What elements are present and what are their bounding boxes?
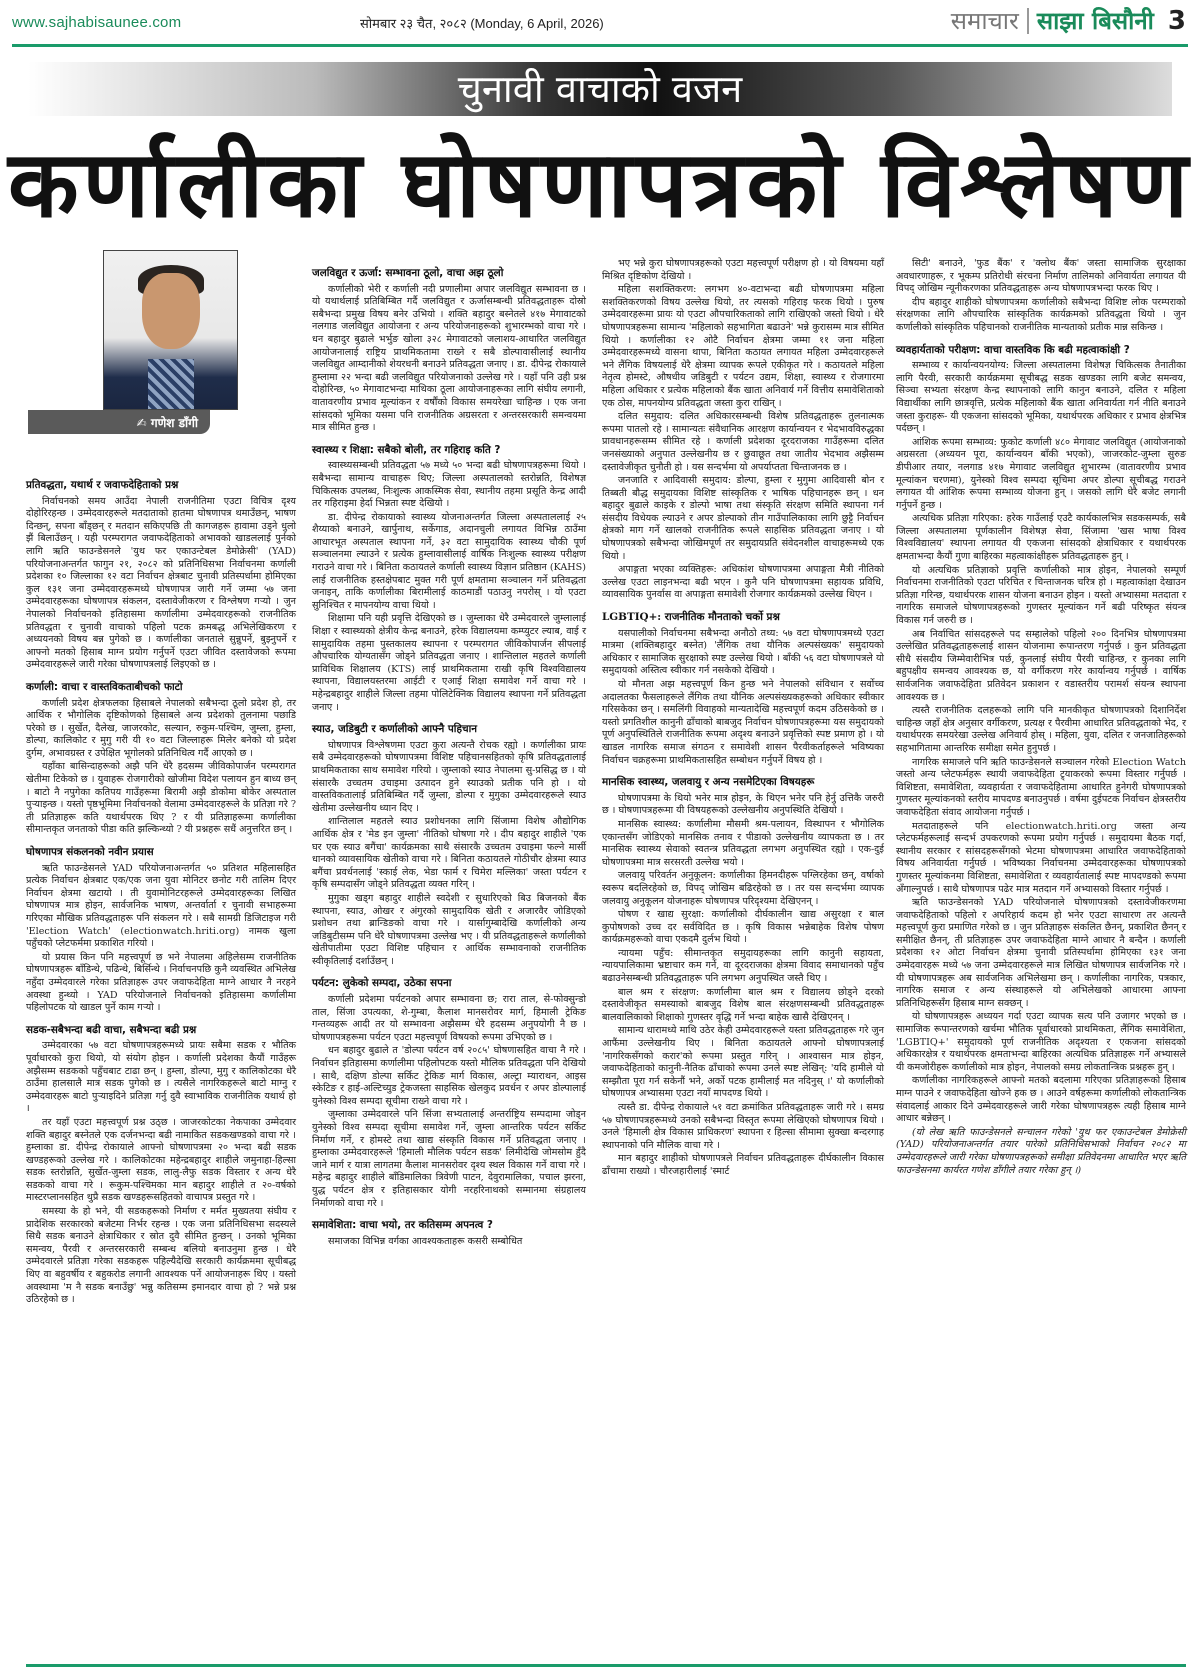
section-heading: कर्णाली: वाचा र वास्तविकताबीचको फाटो [26,680,183,693]
paragraph: कर्णालीको भेरी र कर्णाली नदी प्रणालीमा अपार जलविद्युत सम्भावना छ । यो यथार्थलाई प्रतिबिम्बित गर्दै जलविद्युत र ऊर्जासम्बन्धी प्रतिवद्धताहरू दोस्रो सबैभन्दा प्रमुख विषय बनेर उभियो । शक्ति बहादुर बस्नेतले ४१७ मेगावाटको नलगाड जलविद्युत आयोजना र अन्य परियोजनाहरूको शुभारम्भको वाचा गरे । धन बहादुर बुढाले भर्भुङ खोला ३२८ मेगावाटको जलाशय-आधारित जलविद्युत आयोजनालाई राष्ट्रिय प्राथमिकतामा राख्ने र सबै डोल्पावासीलाई स्थानीय जलविद्युत आम्दानीको शेयरधनी बनाउने प्रतिवद्धता जनाए । डा. दीपेन्द्र रोकायाले हुम्लामा २२ भन्दा बढी जलविद्युत परियोजनाको उल्लेख गरे । यहाँ पनि उही प्रश्न दोहोरिन्छ, ५० मेगावाटभन्दा माथिका ठूला आयोजनाहरूका लागि संघीय लगानी, वातावरणीय प्रभाव मूल्यांकन र वर्षौंको विकास समयरेखा चाहिन्छ । एक जना सांसदको भूमिका यसमा पनि राजनीतिक अग्रसरता र अन्तरसरकारी समन्वयमा मात्र सीमित हुन्छ । [312,283,586,434]
paragraph: मान बहादुर शाहीको घोषणापत्रले निर्वाचन प्रतिवद्धताहरू दीर्घकालीन विकास ढाँचामा राख्यो । चौरजहारीलाई 'स्मार्ट [602,1153,884,1177]
author-name: गणेश डाँगी [150,416,198,430]
pen-icon: ✍ [136,416,151,430]
paragraph: कर्णाली प्रदेशमा पर्यटनको अपार सम्भावना छ; रारा ताल, से-फोक्सुन्डो ताल, सिंजा उपत्यका, शे-गुम्बा, कैलाश मानसरोवर मार्ग, हिमाली ट्रेकिङ गन्तव्यहरू आदी तर यो सम्भावना अझैसम्म धेरै हदसम्म अनुपयोगी नै छ । घोषणापत्रहरूमा पर्यटन एउटा महत्त्वपूर्ण विषयको रूपमा उभिएको छ । [312,994,586,1043]
paragraph: अत्यधिक प्रतिज्ञा गरिएका: हरेक गाउँलाई एउटै कार्यकालभित्र सडकसम्पर्क, सबै जिल्ला अस्पतालमा पूर्णकालीन विशेषज्ञ सेवा, सिंजामा 'खस भाषा विश्व विश्वविद्यालय' स्थापना लगायत यी एकजना सांसदको क्षेत्राधिकार र यथार्थपरक क्षमताभन्दा कैयौं गुणा बाहिरका महत्वाकांक्षीहरू प्रतिवद्धताहरू हुन् । [896,513,1186,563]
paragraph: आंशिक रूपमा सम्भाव्य: फुकोट कर्णाली ४८० मेगावाट जलविद्युत (आयोजनाको अग्रसरता (अध्ययन पूरा, कार्यान्वयन बाँकी भएको), जाजरकोट-जुम्ला सुरुङ डीपीआर तयार, नलगाड ४१७ मेगावाट जलविद्युत शुभारम्भ (वातावरणीय प्रभाव मूल्यांकन चरणमा), युनेस्को विश्व सम्पदा सूचिमा अपर डोल्पा सूचीबद्ध गराउने लगायत यी आंशिक रूपमा सम्भाव्य योजना हुन् । जसको लागि धेरै बजेट लगानी गर्नुपर्ने हुन्छ । [896,436,1186,511]
photo-face [142,273,200,349]
paper-name: साझा बिसौनी [1036,7,1154,35]
paragraph: यहाँका बासिन्दाहरूको अझै पनि धेरै हदसम्म जीविकोपार्जन परम्परागत खेतीमा टिकेको छ । युवाहरू रोजगारीको खोजीमा विदेश पलायन हुन बाध्य छन् । बाटो नै नपुगेका कतिपय गाउँहरूमा बिरामी अझै डोकोमा बोकेर अस्पताल पुर्‍याइन्छ । यस्तो पृष्ठभूमिमा निर्वाचनको वेलामा उम्मेदवारहरूले के प्रतिज्ञा गरे ? ती प्रतिज्ञाहरू कति यथार्थपरक थिए ? र यी प्रतिज्ञाहरूमा कर्णालीका सीमान्तकृत जनताको पीडा कति झल्किन्थ्यो ? यी प्रश्नहरू सधैं अनुत्तरित छन् । [26,761,296,836]
kicker-banner [28,62,1172,116]
paragraph: जुम्लाका उम्मेदवारले पनि सिंजा सभ्यतालाई अन्तर्राष्ट्रिय सम्पदामा जोड्न युनेस्को विश्व सम्पदा सूचीमा समावेश गर्ने, जुम्ला आन्तरिक पर्यटन सर्किट निर्माण गर्ने, र होमस्टे तथा खाद्य संस्कृति विकास गर्ने प्रतिवद्धता जनाए । हुम्लाका उम्मेदवारहरूले 'हिमाली मौलिक पर्यटन सडक' लिमीदेखि जोमसोम हुँदै जाने मार्ग र यात्रा लागतमा कैलाश मानसरोवर दृश्य स्थल विकास गर्ने वाचा गरे । महेन्द्र बहादुर शाहीले बाँडिमालिका त्रिवेणी पाटन, देवुरामालिका, पचाल झरना, युद्ध पर्यटन क्षेत्र र इतिहासकार योगी नरहरिनाथको सम्मानमा संग्रहालय निर्माणको वाचा गरे । [312,1109,586,1209]
paragraph: निर्वाचनको समय आउँदा नेपाली राजनीतिमा एउटा विचित्र दृश्य दोहोरिरहन्छ । उम्मेदवारहरूले मतदाताको हातमा घोषणापत्र थमाउँछन्, भाषण दिन्छन्, सपना बाँड्छन् र मतदान सकिएपछि ती कागजहरू हावामा उड्ने धुलो झैं बिलाउँछन् । यही परम्परागत जवाफदेहिताको अभावको खाडललाई पुर्नको लागि ऋति फाउन्डेसनले 'युथ फर एकाउन्टेबल डेमोक्रेसी' (YAD) परियोजनाअन्तर्गत फागुन २१, २०८२ को प्रतिनिधिसभा निर्वाचनमा कर्णाली प्रदेशका १० जिल्लाका १२ वटा निर्वाचन क्षेत्रबाट चुनावी प्रतिस्पर्धामा होमिएका कुल १३१ जना उम्मेदवारहरूमध्ये घोषणापत्र जारी गर्ने जम्मा ५७ जना उम्मेदवारहरूका घोषणापत्र संकलन, दस्तावेजीकरण र विश्लेषण गर्‍यो । जुन नेपालको निर्वाचनको इतिहासमा कर्णालीमा उम्मेदवारहरूको राजनीतिक प्रतिवद्धता र चुनावी वाचाको पहिलो पटक क्रमबद्ध अभिलेखिकरण र अध्ययनको विषय बन्न पुगेको छ । कर्णालीका जनताले सुन्नुपर्ने, बुझ्नुपर्ने र आफ्नो मतको हिसाब माग्न प्रयोग गर्नुपर्ने एउटा जीवित दस्तावेजको रूपमा उम्मेदवारहरूले जारी गरेका घोषणापत्रलाई लिइएको छ । [26,495,296,671]
section-heading: समावेशिता: वाचा भयो, तर कतिसम्म अपनत्व ? [312,1219,493,1232]
paragraph: न्यायमा पहुँच: सीमान्तकृत समुदायहरूका लागि कानुनी सहायता, न्यायपालिकामा भ्रष्टाचार कम गर्ने, वा दूरदराजका क्षेत्रमा विवाद समाधानको पहुँच बढाउनेसम्बन्धी प्रतिवद्धताहरू पनि लगभग अनुपस्थित जस्तै थिए । [602,947,884,985]
photo-shirt [148,359,194,410]
paragraph: सम्भाव्य र कार्यान्वयनयोग्य: जिल्ला अस्पतालमा विशेषज्ञ चिकित्सक तैनातीका लागि पैरवी, सरकारी कार्यक्रममा सूचीबद्ध सडक खण्डका लागि बजेट समन्वय, सिञ्चा सभ्यता संरक्षण केन्द्र स्थापनाको लागि कानुन बनाउने, दलित र महिला विद्यार्थीका लागि छात्रवृत्ति, प्रत्येक महिलाको बैंक खाता अनिवार्यता गर्न नीति बनाउने जस्ता कुराहरू- यी एकजना सांसदको भूमिका, यथार्थपरक अधिकार र प्रभाव क्षेत्रभित्र पर्दछन् । [896,360,1186,435]
section-heading: सडक-सबैभन्दा बढी वाचा, सबैभन्दा बढी प्रश्न [26,1023,197,1036]
paragraph: शान्तिलाल महतले स्याउ प्रशोधनका लागि सिंजामा विशेष औद्योगिक आर्थिक क्षेत्र र 'मेड इन जुम्ला' नीतिको घोषणा गरे । दीप बहादुर शाहीले 'एक घर एक स्याउ बगैंचा' कार्यक्रमका साथै संसारकै उच्चतम उचाइमा फल्ने मार्सी धानको व्यावसायिक खेतीको वाचा गरे । बिनिता कठायतले गोठीचौर क्षेत्रमा स्याउ बगैंचा प्रवर्धनलाई 'स्काई लेक, भेडा फार्म र चिमेरा मल्लिका' जस्ता पर्यटन र कृषि सम्पदासँग जोड्ने प्रतिवद्धता व्यक्त गरिन् । [312,816,586,891]
section-heading: व्यवहार्यताको परीक्षण: वाचा वास्तविक कि बढी महत्वाकांक्षी ? [896,343,1130,356]
paragraph: समाजका विभिन्न वर्गका आवश्यकताहरू कसरी सम्बोधित [328,1235,523,1247]
section-heading: प्रतिवद्धता, यथार्थ र जवाफदेहिताको प्रश्न [26,479,179,491]
paragraph: त्यस्तै डा. दीपेन्द्र रोकायाले ५१ वटा क्रमांकित प्रतिवद्धताहरू जारी गरे । समग्र ५७ घोषणापत्रहरूमध्ये उनको सबैभन्दा विस्तृत रूपमा लेखिएको घोषणापत्र थियो । उनले 'हिमाली क्षेत्र विकास प्राधिकरण' स्थापना र हिल्सा सीमामा सुक्खा बन्दरगाह स्थापनाको पनि मौलिक वाचा गरे । [602,1102,884,1151]
paragraph: यो अत्यधिक प्रतिज्ञाको प्रवृत्ति कर्णालीको मात्र होइन, नेपालको सम्पूर्ण निर्वाचनमा राजनीतिको एउटा परिचित र चिन्ताजनक चरित्र हो । महत्वाकांक्षा देखाउन प्रतिज्ञा गरिन्छ, यथार्थपरक शासन योजना बनाउन होइन । यस्तो अभ्यासमा मतदाता र नागरिक समाजले घोषणापत्रहरूको गुणस्तर मूल्यांकन गर्ने बढी परिष्कृत संयन्त्र विकास गर्न जरुरी छ । [896,564,1186,627]
author-photo [103,250,238,410]
brand [951,4,1186,37]
column-3 [602,258,884,1180]
paragraph: यो प्रयास किन पनि महत्त्वपूर्ण छ भने नेपालमा अहिलेसम्म राजनीतिक घोषणापत्रहरू बाँडिन्थे, पढिन्थे, बिर्सिन्थे । निर्वाचनपछि कुनै व्यवस्थित अभिलेख नहुँदा उम्मेदवारले गरेका प्रतिज्ञाहरू उपर जवाफदेहिता माग्ने आधार नै नरहने अवस्था हुन्थ्यो । YAD परियोजनाले निर्वाचनको इतिहासमा कर्णालीमा पहिलोपटक यो खाडल पुर्ने काम गर्‍यो । [26,951,296,1014]
section-name: समाचार [950,7,1019,35]
paragraph: मानसिक स्वास्थ्य: कर्णालीमा मौसमी श्रम-पलायन, विस्थापन र भौगोलिक एकान्तसँग जोडिएको मानसिक तनाव र पीडाको उल्लेखनीय व्यापकता छ । तर मानसिक स्वास्थ्य सेवाको स्वतन्त्र प्रतिवद्धता लगभग अनुपस्थित रह्यो । एक-दुई घोषणापत्रमा मात्र सरसरती उल्लेख भयो । [602,818,884,868]
section-heading: LGBTIQ+: राजनीतिक मौनताको चर्को प्रश्न [602,611,780,624]
column-1 [26,470,296,1308]
paragraph: यसपालीको निर्वाचनमा सबैभन्दा अनौठो तथ्य: ५७ वटा घोषणापत्रमध्ये एउटा मात्रमा (शक्तिबहादुर बस्नेत) 'लैंगिक तथा यौनिक अल्पसंख्यक' समुदायको अधिकार र सामाजिक सुरक्षाको स्पष्ट उल्लेख थियो । बाँकी ५६ वटा घोषणापत्रले यो समुदायको अस्तित्व स्वीकार गर्न नसकेको देखियो । [602,627,884,677]
paragraph: मुगुका खड्ग बहादुर शाहीले स्वदेशी र सुधारिएको बिउ बिजनको बैंक स्थापना, स्याउ, ओखर र अंगुरको सामुदायिक खेती र अजारवैर जोडिएको प्रशोधन तथा ब्रान्डिङको वाचा गरे । यार्सागुम्बादेखि कर्णालीको अन्य जडिबुटीसम्म पनि धेरै घोषणापत्रमा उल्लेख भए । यी प्रतिवद्धताहरूले कर्णालीको खेतीपातीमा एउटा विशिष्ट पहिचान र आर्थिक सम्भावनाको राजनीतिक स्वीकृतिलाई दर्शाउँछन् । [312,892,586,967]
paragraph: समस्या के हो भने, यी सडकहरूको निर्माण र मर्मत मुख्यतया संघीय र प्रादेशिक सरकारको बजेटमा निर्भर रहन्छ । एक जना प्रतिनिधिसभा सदस्यले सिधै सडक बनाउने क्षेत्राधिकार र स्रोत दुवै सीमित हुन्छन् । उनको भूमिका समन्वय, पैरवी र अन्तरसरकारी सम्बन्ध बलियो बनाउनुमा हुन्छ । धेरै उम्मेदवारले प्रतिज्ञा गरेका सडकहरू पहिल्यैदेखि सरकारी कार्यक्रममा सूचीबद्ध थिए वा बहुवर्षीय र बहुकरोड लगानी आवश्यक पर्ने आयोजनाहरू थिए । यस्तो अवस्थामा 'म नै सडक बनाउँछु' भन्नु कतिसम्म इमानदार वाचा हो ? भन्ने प्रश्न उठिरहेको छ । [26,1206,296,1306]
brand-divider [1027,8,1029,34]
byline [28,410,210,434]
paragraph: कर्णालीका नागरिकहरूले आफ्नो मतको बदलामा गरिएका प्रतिज्ञाहरूको हिसाब माग्न पाउने र जवाफदेहिता खोज्ने हक छ । आउने वर्षहरूमा कर्णालीको लोकतान्त्रिक संवादलाई आकार दिने उम्मेदवारहरूले जारी गरेका घोषणापत्रहरू त्यही हिसाब माग्ने आधार बन्नेछन् । [896,1075,1186,1125]
paragraph: कर्णाली प्रदेश क्षेत्रफलका हिसाबले नेपालको सबैभन्दा ठूलो प्रदेश हो, तर आर्थिक र भौगोलिक दृष्टिकोणको हिसाबले अन्य प्रदेशको तुलनामा पछाडि परेको छ । सुर्खेत, दैलेख, जाजरकोट, सल्यान, रुकुम-पश्चिम, जुम्ला, हुम्ला, डोल्पा, कालिकोट र मुगु गरी यी १० वटा जिल्लाहरू मिलेर बनेको यो प्रदेश दुर्गम, अभावग्रस्त र उपेक्षित भूगोलको प्रतिनिधित्व गर्दै आएको छ । [26,697,296,759]
paragraph: सामान्य धारामध्ये माथि उठेर केही उम्मेदवारहरूले यस्ता प्रतिवद्धताहरू गरे जुन आफैंमा उल्लेखनीय थिए । बिनिता कठायतले आफ्नो घोषणापत्रलाई 'नागरिकसँगको करार'को रूपमा प्रस्तुत गरिन् । आश्वासन मात्र होइन, जवाफदेहिताको कानुनी-नैतिक ढाँचाको रूपमा उनले स्पष्ट लेखिन्: 'यदि हामीले यो सम्झौता पूरा गर्न सकेनौं भने, अर्को पटक हामीलाई मत नदिनुस् ।' यो कर्णालीको घोषणापत्र अभ्यासमा एउटा नयाँ मापदण्ड थियो । [602,1025,884,1100]
section-heading: घोषणापत्र संकलनको नवीन प्रयास [26,846,154,859]
kicker-text: चुनावी वाचाको वजन [457,67,743,111]
paragraph: नागरिक समाजले पनि ऋति फाउन्डेसनले सञ्चालन गरेको Election Watch जस्तो अन्य प्लेटफर्महरू स्थायी जवाफदेहिता ट्र्याकरको रूपमा विस्तार गर्नुपर्छ । विशिष्टता, समावेशिता, व्यवहार्यता र जवाफदेहितामा आधारित हुनेगरी घोषणापत्रको गुणस्तर मूल्यांकनको स्तरीय मापदण्ड बनाउनुपर्छ । वर्षमा दुईपटक निर्वाचन क्षेत्रस्तरीय जवाफदेहिता संवाद आयोजना गर्नुपर्छ । [896,756,1186,818]
paragraph: पोषण र खाद्य सुरक्षा: कर्णालीको दीर्घकालीन खाद्य असुरक्षा र बाल कुपोषणको उच्च दर सर्वविदित छ । कृषि विकास भन्नेबाहेक विशेष पोषण कार्यक्रमहरूको वाचा एकदमै दुर्लभ थियो । [602,909,884,946]
paragraph: सिटी' बनाउने, 'फुड बैंक' र 'क्लोथ बैंक' जस्ता सामाजिक सुरक्षाका अवधारणाहरू, र भूकम्प प्रतिरोधी संरचना निर्माण तालिमको अनिवार्यता लगायत यी विपद् जोखिम न्यूनीकरणका प्रतिवद्धताहरू अन्य घोषणापत्रभन्दा फरक थिए । [896,258,1186,295]
paragraph: महिला सशक्तिकरण: लगभग ४०-वटाभन्दा बढी घोषणापत्रमा महिला सशक्तिकरणको विषय उल्लेख थियो, तर त्यसको गहिराइ फरक थियो । पुरुष उम्मेदवारहरूमा प्रायः यो एउटा औपचारिकताको लागि राखिएको जस्तो थियो । धेरै घोषणापत्रहरूमा सामान्य 'महिलाको सहभागिता बढाउने' भन्ने कुरासम्म मात्र सीमित थियो । कर्णालीका १२ ओटै निर्वाचन क्षेत्रमा जम्मा ११ जना महिला उम्मेदवारहरूमध्ये वासना थापा, बिनिता कठायत लगायत महिला उम्मेदवारहरूले भने लैंगिक विषयलाई धेरै क्षेत्रमा व्यापक रूपले एकीकृत गरे । कठायतले महिला नेतृत्व होमस्टे, औषधीय जडिबुटी र पर्यटन उद्यम, शिक्षा, स्वास्थ्य र रोजगारमा महिला अधिकार र प्रत्येक महिलाको बैंक खाता अनिवार्य गर्ने वित्तीय समावेशिताको एक ठोस, मापनयोग्य प्रतिवद्धता जस्ता कुरा राखिन् । [602,284,884,409]
paragraph: उम्मेदवारका ५७ वटा घोषणापत्रहरूमध्ये प्रायः सबैमा सडक र भौतिक पूर्वाधारको कुरा थियो, यो संयोग होइन । कर्णाली प्रदेशका कैयौं गाउँहरू अझैसम्म सडकको पहुँचबाट टाढा छन् । हुम्ला, डोल्पा, मुगु र कालिकोटका धेरै ठाउँमा हालसालै मात्र सडक पुगेको छ । त्यसैले नागरिकहरूले बाटो माग्नु र उम्मेदवारहरू बाटो पुर्‍याइदिने प्रतिज्ञा गर्नु दुवै स्वाभाविक राजनीतिक यथार्थ हो । [26,1040,296,1115]
paragraph: दीप बहादुर शाहीको घोषणापत्रमा कर्णालीको सबैभन्दा विशिष्ट लोक परम्पराको संरक्षणका लागि औपचारिक सांस्कृतिक कार्यक्रमको प्रतिवद्धता थियो । जुन कर्णालीको सांस्कृतिक पहिचानको राजनीतिक मान्यताको प्रतीक मान्न सकिन्छ । [896,296,1186,333]
section-heading: स्याउ, जडिबुटी र कर्णालीको आफ्नै पहिचान [312,723,478,736]
paragraph: शिक्षामा पनि यही प्रवृत्ति देखिएको छ । जुम्लाका धेरै उम्मेदवारले जुम्लालाई शिक्षा र स्वास्थ्यको क्षेत्रीय केन्द्र बनाउने, हरेक विद्यालयमा कम्प्युटर ल्याब, वाई र सामुदायिक तहमा पुस्तकालय स्थापना र परम्परागत जीविकोपार्जन सीपलाई औपचारिक योग्यतासँग जोड्ने प्रतिवद्धता जनाए । शान्तिलाल महतले कर्णाली प्राविधिक शिक्षालय (KTS) लाई प्राथमिकतामा राखी कृषि विश्वविद्यालय स्थापना, विद्यालयस्तरमा आईटी र एआई शिक्षा समावेश गर्ने वाचा गरे । महेन्द्रबहादुर शाहीले जिल्ला तहमा पोलिटेक्निक विद्यालय स्थापना गर्ने प्रतिवद्धता जनाए । [312,613,586,713]
masthead [0,0,1200,46]
page-number: 3 [1167,5,1186,36]
paragraph: स्वास्थ्यसम्बन्धी प्रतिवद्धता ५७ मध्ये ५० भन्दा बढी घोषणापत्रहरूमा थियो । सबैभन्दा सामान्य वाचाहरू थिए; जिल्ला अस्पतालको स्तरोन्नति, विशेषज्ञ चिकित्सक उपलब्ध, निःशुल्क आकस्मिक सेवा, स्थानीय तहमा प्रसूति केन्द्र आदी तर गहिराइमा हेर्दा भिन्नता स्पष्ट देखियो । [312,460,586,510]
paragraph: अब निर्वाचित सांसदहरूले पद सम्हालेको पहिलो २०० दिनभित्र घोषणापत्रमा उल्लेखित प्रतिवद्धताहरूलाई शासन योजनामा रूपान्तरण गर्नुपर्छ । कुन प्रतिवद्धता सीधै संसदीय जिम्मेवारीभित्र पर्छ, कुनलाई संघीय पैरवी चाहिन्छ, र कुनका लागि बहुपक्षीय समन्वय आवश्यक छ, यो वर्गीकरण गरेर कार्यान्वय गर्नुपर्छ । वार्षिक सार्वजनिक जवाफदेहिता प्रतिवेदन प्रकाशन र वडास्तरीय परामर्श संयन्त्र स्थापना आवश्यक छ । [896,628,1186,703]
paragraph: जनजाति र आदिवासी समुदाय: डोल्पा, हुम्ला र मुगुमा आदिवासी बोन र तिब्बती बौद्ध समुदायका विशिष्ट सांस्कृतिक र भाषिक पहिचानहरू छन् । धन बहादुर बुढाले काइके र डोल्पो भाषा तथा संस्कृति संरक्षण समिति स्थापना गर्न संसदीय विधेयक ल्याउने र अपर डोल्पाको तीन गाउँपालिकाका लागि छुट्टै निर्वाचन क्षेत्रको माग गर्ने खालको राजनीतिक रूपले साहसिक प्रतिवद्धता जनाए । यो घोषणापत्रको सबैभन्दा जोखिमपूर्ण तर समुदायप्रति संवेदनशील वाचाहरूमध्ये एक थियो । [602,475,884,562]
bottom-rule [26,1664,1186,1667]
paragraph: धन बहादुर बुढाले त 'डोल्पा पर्यटन वर्ष २०८५' घोषणासहित वाचा नै गरे । निर्वाचन इतिहासमा कर्णालीमा पहिलोपटक यस्तो मौलिक प्रतिवद्धता पनि देखियो । साथै, दक्षिण डोल्पा सर्किट ट्रेकिङ मार्ग विकास, अल्ट्रा म्याराथन, आइस स्केटिङ र हाई-अल्टिच्युड ट्रेकजस्ता साहसिक खेलकुद प्रवर्धन र अपर डोल्पालाई युनेस्को विश्व सम्पदा सूचीमा राख्ने वाचा गरे । [312,1045,586,1107]
paragraph: दलित समुदाय: दलित अधिकारसम्बन्धी विशेष प्रतिवद्धताहरू तुलनात्मक रूपमा पातलो रहे । सामान्यतः संवैधानिक आरक्षण कार्यान्वयन र भेदभावविरुद्धका प्रावधानहरूसम्म सीमित रहे । कर्णाली प्रदेशका दूरदराजका गाउँहरूमा दलित जनसंख्याको अनुपात उल्लेखनीय छ र छुवाछूत तथा जातीय भेदभाव अझैसम्म दस्तावेजीकृत चुनौती हो । यस सन्दर्भमा यो अपर्याप्तता चिन्ताजनक छ । [602,411,884,473]
column-2 [312,258,586,1249]
paragraph: ऋति फाउन्डेसनको YAD परियोजनाले घोषणापत्रको दस्तावेजीकरणमा जवाफदेहिताको पहिलो र अपरिहार्य कदम हो भनेर एउटा साधारण तर अत्यन्तै महत्त्वपूर्ण कुरा प्रमाणित गरेको छ । जुन प्रतिज्ञाहरू संकलित छैनन्, प्रकाशित छैनन् र समीक्षित छैनन्, ती प्रतिज्ञाहरू उपर जवाफदेहिता माग्ने आधार नै बन्दैन । कर्णाली प्रदेशका १२ ओटा निर्वाचन क्षेत्रमा चुनावी प्रतिस्पर्धामा होमिएका १३१ जना उम्मेदवारहरू मध्ये ५७ जना उम्मेदवारहरूले मात्र लिखित घोषणापत्र सार्वजनिक गरे । यी घोषणापत्रहरू अब सार्वजनिक अभिलेखमा छन् । कर्णालीका नागरिक, पत्रकार, नागरिक समाज र अन्य संस्थाहरूले यो अभिलेखको आधारमा आफ्ना प्रतिनिधिहरूसँग हिसाब माग्न सक्छन् । [896,897,1186,1009]
paragraph: यो घोषणापत्रहरू अध्ययन गर्दा एउटा व्यापक सत्य पनि उजागर भएको छ । सामाजिक रूपान्तरणको खर्चमा भौतिक पूर्वाधारको प्राथमिकता, लैंगिक समावेशिता, 'LGBTIQ+' समुदायको पूर्ण राजनीतिक अदृश्यता र एकजना सांसदको अधिकारक्षेत्र र यथार्थपरक क्षमताभन्दा बाहिरका अत्यधिक प्रतिज्ञाहरू गर्ने अभ्यासले यी कमजोरीहरू कर्णालीको मात्र होइन, नेपालको समग्र लोकतान्त्रिक प्रश्नहरू हुन् । [896,1011,1186,1073]
section-heading: जलविद्युत र ऊर्जा: सम्भावना ठूलो, वाचा अझ ठूलो [312,267,504,279]
paragraph: मतदाताहरूले पनि electionwatch.hriti.org जस्ता अन्य प्लेटफर्महरूलाई सन्दर्भ उपकरणको रूपमा प्रयोग गर्नुपर्छ । समुदायमा बैठक गर्दा, स्थानीय सरकार र सांसदहरूसँगको भेटमा घोषणापत्रमा आधारित जवाफदेहिताको विषय अनिवार्यता गर्नुपर्छ । भविष्यका निर्वाचनमा उम्मेदवारहरूका घोषणापत्रको गुणस्तर मूल्यांकनमा विशिष्टता, समावेशिता र व्यवहार्यतालाई स्पष्ट मापदण्डको रूपमा अँगाल्नुपर्छ । साथै घोषणापत्र पढेर मात्र मतदान गर्ने अभ्यासको विस्तार गर्नुपर्छ । [896,820,1186,895]
paragraph: भए भन्ने कुरा घोषणापत्रहरूको एउटा महत्त्वपूर्ण परीक्षण हो । यो विषयमा यहाँ मिश्रित दृष्टिकोण देखियो । [602,258,884,282]
paragraph: ऋति फाउन्डेसनले YAD परियोजनाअन्तर्गत ५० प्रतिशत महिलासहित प्रत्येक निर्वाचन क्षेत्रबाट एक/एक जना युवा मोनिटर छनोट गरी तालिम दिएर निर्वाचन क्षेत्रमा खटायो । ती युवामोनिटरहरूले उम्मेदवारहरूका लिखित घोषणापत्र मात्र होइन, सार्वजनिक भाषण, अन्तर्वार्ता र चुनावी सभाहरूमा गरिएका मौखिक प्रतिवद्धताहरू पनि संकलन गरे । सबै सामग्री डिजिटाइज गरी 'Election Watch' (electionwatch.hriti.org) नामक खुला पहुँचको प्लेटफर्ममा प्रकाशित गरियो । [26,862,296,950]
paragraph: बाल श्रम र संरक्षण: कर्णालीमा बाल श्रम र विद्यालय छोड्ने दरको दस्तावेजीकृत समस्याको बाबजुद विशेष बाल संरक्षणसम्बन्धी प्रतिवद्धताहरू बालवालिकाको शिक्षाको गुणस्तर वृद्धि गर्ने भन्दा बाहेक खासै देखिएनन् । [602,986,884,1023]
section-heading: मानसिक स्वास्थ्य, जलवायु र अन्य नसमेटिएका विषयहरू [602,776,815,789]
top-rule [12,44,1188,47]
issue-date: सोमबार २३ चैत, २०८२ (Monday, 6 April, 2026) [360,16,604,31]
website-link[interactable]: www.sajhabisaunee.com [12,14,182,31]
section-heading: पर्यटन: लुकेको सम्पदा, उठेका सपना [312,977,452,990]
paragraph: तर यहाँ एउटा महत्त्वपूर्ण प्रश्न उठ्छ । जाजरकोटका नेकपाका उम्मेदवार शक्ति बहादुर बस्नेतले एक दर्जनभन्दा बढी नामाकित सडकखण्डको वाचा गरे । हुम्लाका डा. दीपेन्द्र रोकायाले आफ्नो घोषणापत्रमा २० भन्दा बढी सडक खण्डहरूको उल्लेख गरे । कालिकोटका महेन्द्रबहादुर शाहीले जमुनाहा-हिल्सा सडक स्तरोन्नति, सुर्खेत-जुम्ला सडक, लालु-लैफु सडक विस्तार र अन्य धेरै सडकको वाचा गरे । रूकुम-पश्चिमका मान बहादुर शाहीले त २०-वर्षको मास्टरप्लानसहित थुप्रै सडक खण्डहरूसहितको वाचापत्र प्रस्तुत गरे । [26,1116,296,1204]
section-heading: स्वास्थ्य र शिक्षा: सबैको बोली, तर गहिराइ कति ? [312,443,501,456]
column-4 [896,258,1186,1178]
paragraph: जलवायु परिवर्तन अनुकूलन: कर्णालीका हिमनदीहरू पग्लिरहेका छन्, वर्षाको स्वरूप बदलिरहेको छ, विपद् जोखिम बढिरहेको छ । तर यस सन्दर्भमा व्यापक जलवायु अनुकूलन योजनाहरू घोषणापत्र परिदृश्यमा देखिएनन् । [602,870,884,907]
author-note: (यो लेख ऋति फाउन्डेसनले सन्चालन गरेको 'युथ फर एकाउन्टेबल डेमोक्रेसी (YAD) परियोजनाअन्तर्गत तयार पारेको प्रतिनिधिसभाको निर्वाचन २०८२ मा उम्मेदवारहरूले जारी गरेका घोषणापत्रहरूको समीक्षा प्रतिवेदनमा आधारित भएर ऋति फाउन्डेसनमा कार्यरत गणेश डाँगीले तयार गरेका हुन् ।) [896,1126,1186,1176]
paragraph: घोषणापत्रमा के थियो भनेर मात्र होइन, के थिएन भनेर पनि हेर्नु उत्तिकै जरुरी छ । घोषणापत्रहरूमा यी विषयहरूको उल्लेखनीय अनुपस्थिति देखियो । [602,792,884,817]
headline: कर्णालीका घोषणापत्रको विश्लेषण [8,131,1192,238]
paragraph: अपाङ्गता भएका व्यक्तिहरू: अधिकांश घोषणापत्रमा अपाङ्गता मैत्री नीतिको उल्लेख एउटा लाइनभन्दा बढी भएन । कुनै पनि घोषणापत्रमा सहायक प्रविधि, व्यावसायिक पुनर्वास वा अपाङ्गता समावेशी रोजगार कार्यक्रमको उल्लेख थिएन । [602,564,884,601]
paragraph: घोषणापत्र विश्लेषणमा एउटा कुरा अत्यन्तै रोचक रह्यो । कर्णालीका प्रायः सबै उम्मेदवारहरूको घोषणापत्रमा विशिष्ट पहिचानसहितको कृषि प्रतिवद्धतालाई प्राथमिकताका साथ समावेश गरियो । जुम्लाको स्याउ नेपालमा सु-प्रसिद्ध छ । यो संसारकै उच्चतम उचाइमा उत्पादन हुने स्याउको प्रतीक पनि हो । यो वास्तविकतालाई प्रतिबिम्बित गर्दै जुम्ला, डोल्पा र मुगुका उम्मेदवारहरूले स्याउ खेतीमा उल्लेखनीय ध्यान दिए । [312,739,586,814]
paragraph: त्यस्तै राजनीतिक दलहरूको लागि पनि मानकीकृत घोषणापत्रको दिशानिर्देश चाहिन्छ जहाँ क्षेत्र अनुसार वर्गीकरण, प्रत्यक्ष र पैरवीमा आधारित प्रतिवद्धताको भेद, र यथार्थपरक समयरेखा उल्लेख अनिवार्य होस् । महिला, युवा, दलित र जनजातिहरूको सहभागितामा आन्तरिक समीक्षा समेत हुनुपर्छ । [896,705,1186,754]
paragraph: डा. दीपेन्द्र रोकायाको स्वास्थ्य योजनाअन्तर्गत जिल्ला अस्पताललाई २५ शैय्याको बनाउने, खार्पुनाथ, सर्केगाड, अदानचुली लगायत विभिन्न ठाउँमा आधारभूत अस्पताल स्थापना गर्ने, ३२ वटा सामुदायिक स्वास्थ्य चौकी पूर्ण सञ्चालनमा ल्याउने र प्रत्येक हुम्लावासीलाई वार्षिक निःशुल्क स्वास्थ्य परीक्षण गराउने वाचा गरे । बिनिता कठायतले कर्णाली स्वास्थ्य विज्ञान प्रतिष्ठान (KAHS) लाई राजनीतिक हस्तक्षेपबाट मुक्त गरी पूर्ण क्षमतामा सञ्चालन गर्ने प्रतिवद्धता जनाइन्, ताकि कर्णालीका बिरामीलाई काठमाडौं पठाउनु नपरोस् । यो एउटा सुनिश्चित र मापनयोग्य वाचा थियो । [312,511,586,611]
paragraph: यो मौनता अझ महत्त्वपूर्ण किन हुन्छ भने नेपालको संविधान र सर्वोच्च अदालतका फैसलाहरूले लैंगिक तथा यौनिक अल्पसंख्यकहरूको अधिकार स्वीकार गरिसकेका छन् । समलिंगी विवाहको मान्यतादेखि महत्त्वपूर्ण कदम उठिसकेको छ । यस्तो प्रगतिशील कानुनी ढाँचाको बाबजुद निर्वाचन घोषणापत्रहरूमा यस समुदायको पूर्ण अनुपस्थितिले राजनीतिक रूपमा अदृश्य बनाउने प्रवृत्तिको स्पष्ट प्रमाण हो । यो खाडल नागरिक समाज संगठन र समावेशी शासन पैरवीकर्ताहरूले भविष्यका निर्वाचन चक्रहरूमा प्राथमिकतासहित सम्बोधन गर्नुपर्ने विषय हो । [602,679,884,766]
